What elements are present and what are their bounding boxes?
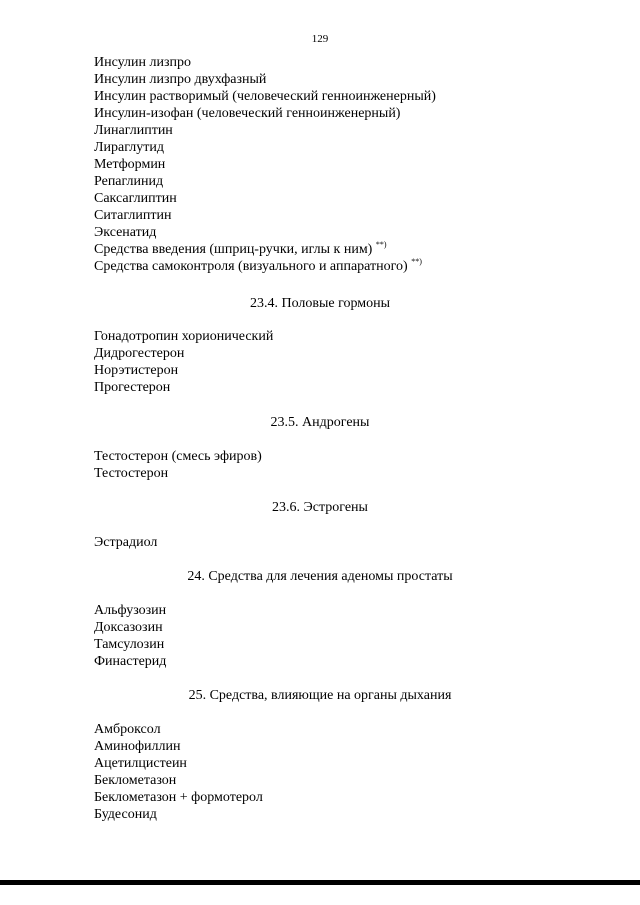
list-item: Аминофиллин	[94, 739, 181, 754]
list-item: Доксазозин	[94, 620, 163, 635]
section-list	[94, 534, 157, 551]
list-item: Репаглинид	[94, 174, 164, 189]
list-item: Эстрадиол	[94, 535, 158, 550]
list-item: Ацетилцистеин	[94, 756, 187, 771]
list-item: Беклометазон + формотерол	[94, 790, 263, 805]
section-list	[94, 328, 273, 396]
section-heading: 23.5. Андрогены	[270, 415, 370, 430]
list-item: Дидрогестерон	[94, 346, 185, 361]
section-heading: 24. Средства для лечения аденомы простаты	[187, 569, 453, 584]
section-list	[94, 448, 262, 482]
list-item: Метформин	[94, 157, 166, 172]
selfcontrol-devices-label: Средства самоконтроля (визуального и аппаратного)	[94, 259, 408, 274]
list-item: Инсулин лизпро	[94, 55, 191, 70]
list-item: Лираглутид	[94, 140, 164, 155]
drug-list-continued	[94, 54, 594, 275]
list-item: Альфузозин	[94, 603, 167, 618]
list-item-selfcontrol-devices	[94, 258, 594, 275]
list-item: Линаглиптин	[94, 123, 173, 138]
list-item: Норэтистерон	[94, 363, 179, 378]
list-item: Тамсулозин	[94, 637, 165, 652]
footer-rule	[0, 880, 640, 885]
list-item: Финастерид	[94, 654, 167, 669]
section-heading: 25. Средства, влияющие на органы дыхания	[188, 688, 452, 703]
admin-devices-label: Средства введения (шприц-ручки, иглы к ним)	[94, 242, 373, 257]
footnote-mark: **)	[375, 240, 387, 249]
list-item: Тестостерон	[94, 466, 169, 481]
list-item: Будесонид	[94, 807, 157, 822]
page-number: 129	[311, 33, 329, 45]
list-item: Беклометазон	[94, 773, 177, 788]
list-item-admin-devices	[94, 241, 594, 258]
list-item: Амброксол	[94, 722, 161, 737]
list-item: Инсулин-изофан (человеческий генноинженерный)	[94, 106, 401, 121]
list-item: Инсулин лизпро двухфазный	[94, 72, 267, 87]
footnote-mark: **)	[411, 257, 422, 266]
list-item: Саксаглиптин	[94, 191, 177, 206]
list-item: Эксенатид	[94, 225, 157, 240]
list-item: Прогестерон	[94, 380, 171, 395]
section-heading: 23.6. Эстрогены	[272, 500, 368, 515]
list-item: Тестостерон (смесь эфиров)	[94, 449, 262, 464]
list-item: Инсулин растворимый (человеческий генноинженерный)	[94, 89, 436, 104]
list-item: Гонадотропин хорионический	[94, 329, 274, 344]
section-list	[94, 721, 263, 823]
list-item: Ситаглиптин	[94, 208, 172, 223]
section-heading: 23.4. Половые гормоны	[249, 296, 391, 311]
section-list	[94, 602, 166, 670]
